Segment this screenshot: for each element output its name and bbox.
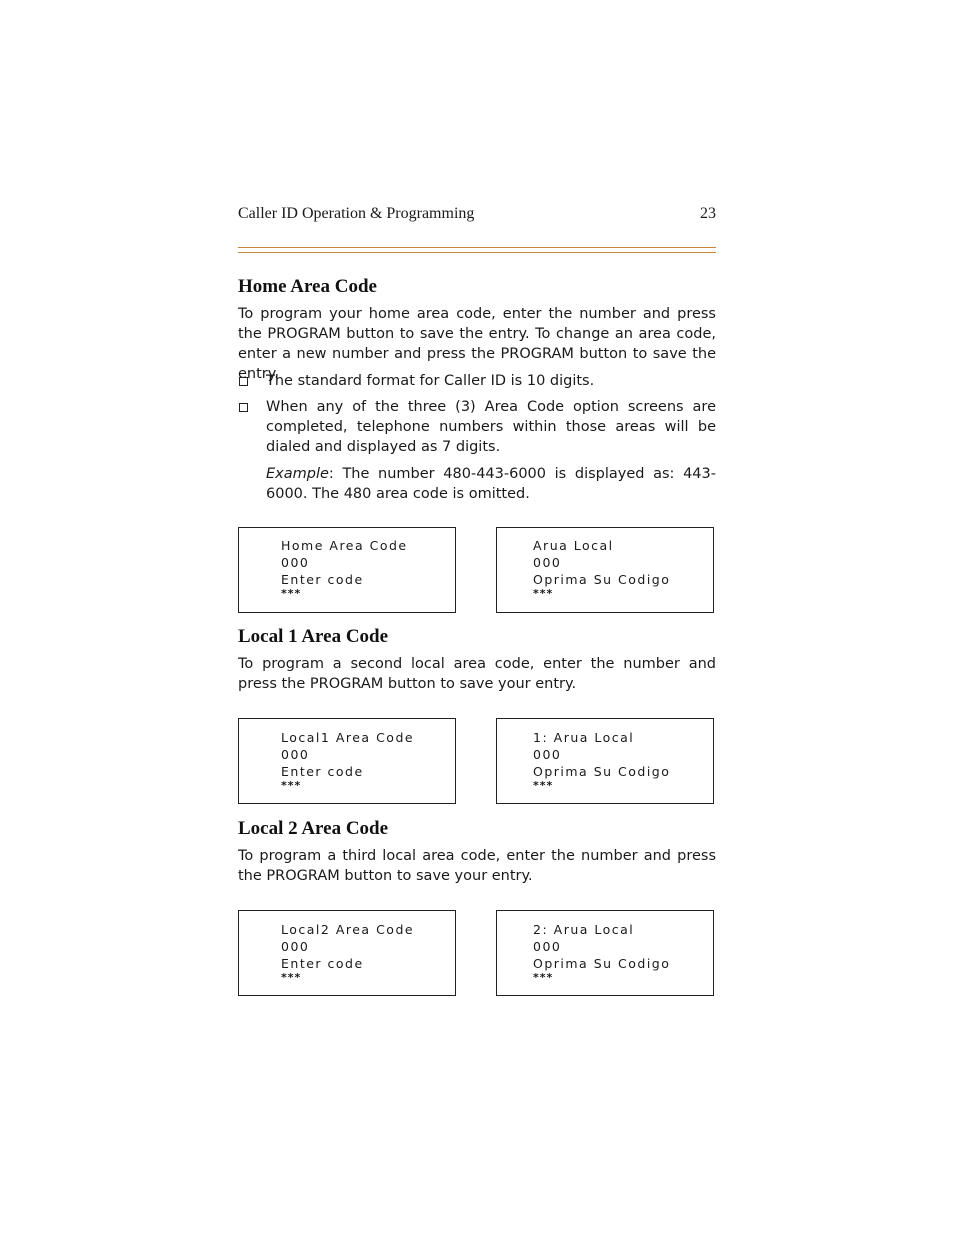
lcd-line-1: 1: Arua Local — [533, 730, 635, 745]
lcd-screen-spanish — [496, 910, 714, 996]
lcd-line-2: 000 — [533, 555, 562, 570]
local1-intro: To program a second local area code, enter the number and press the PROGRAM button to save your entry. — [238, 656, 716, 692]
lcd-line-3: Oprima Su Codigo — [533, 956, 671, 971]
page-number: 23 — [700, 205, 716, 222]
bullet-icon — [239, 403, 248, 412]
page-header — [238, 205, 716, 225]
lcd-line-4: *** — [281, 779, 302, 792]
local2-area-code-heading: Local 2 Area Code — [238, 818, 389, 839]
lcd-line-4: *** — [281, 587, 302, 600]
example-label: Example — [266, 466, 329, 482]
lcd-line-2: 000 — [281, 555, 310, 570]
lcd-line-3: Oprima Su Codigo — [533, 572, 671, 587]
lcd-line-2: 000 — [281, 939, 310, 954]
lcd-line-1: Arua Local — [533, 538, 614, 553]
example-text: : The number 480-443-6000 is displayed as: 443-6000. The 480 area code is omitted. — [266, 466, 716, 502]
bullet-icon — [239, 377, 248, 386]
lcd-screen-english — [238, 718, 456, 804]
lcd-line-3: Enter code — [281, 956, 364, 971]
lcd-line-2: 000 — [533, 939, 562, 954]
lcd-line-3: Enter code — [281, 764, 364, 779]
lcd-line-4: *** — [533, 971, 554, 984]
header-rule-bottom — [238, 252, 716, 253]
bullet-item: The standard format for Caller ID is 10 digits. — [266, 373, 595, 389]
lcd-line-1: Local1 Area Code — [281, 730, 415, 745]
lcd-line-1: 2: Arua Local — [533, 922, 635, 937]
header-title: Caller ID Operation & Programming — [238, 205, 475, 222]
lcd-line-4: *** — [533, 779, 554, 792]
local1-area-code-heading: Local 1 Area Code — [238, 626, 389, 647]
home-intro: To program your home area code, enter the number and press the PROGRAM button to save the entry. To change an area code, enter a new number and press the PROGRAM button to save the entry. — [238, 306, 716, 382]
lcd-line-3: Oprima Su Codigo — [533, 764, 671, 779]
lcd-screen-spanish — [496, 718, 714, 804]
lcd-line-3: Enter code — [281, 572, 364, 587]
lcd-screen-spanish — [496, 527, 714, 613]
lcd-line-2: 000 — [533, 747, 562, 762]
example-paragraph — [266, 464, 716, 504]
lcd-line-4: *** — [533, 587, 554, 600]
header-rule-top — [238, 247, 716, 248]
home-area-code-heading: Home Area Code — [238, 276, 377, 297]
lcd-line-4: *** — [281, 971, 302, 984]
bullet-item: When any of the three (3) Area Code option screens are completed, telephone numbers within those areas will be dialed and displayed as 7 digits. — [266, 399, 716, 455]
lcd-line-1: Home Area Code — [281, 538, 408, 553]
lcd-line-2: 000 — [281, 747, 310, 762]
lcd-screen-english — [238, 527, 456, 613]
lcd-line-1: Local2 Area Code — [281, 922, 415, 937]
local2-intro: To program a third local area code, enter the number and press the PROGRAM button to save your entry. — [238, 848, 716, 884]
lcd-screen-english — [238, 910, 456, 996]
